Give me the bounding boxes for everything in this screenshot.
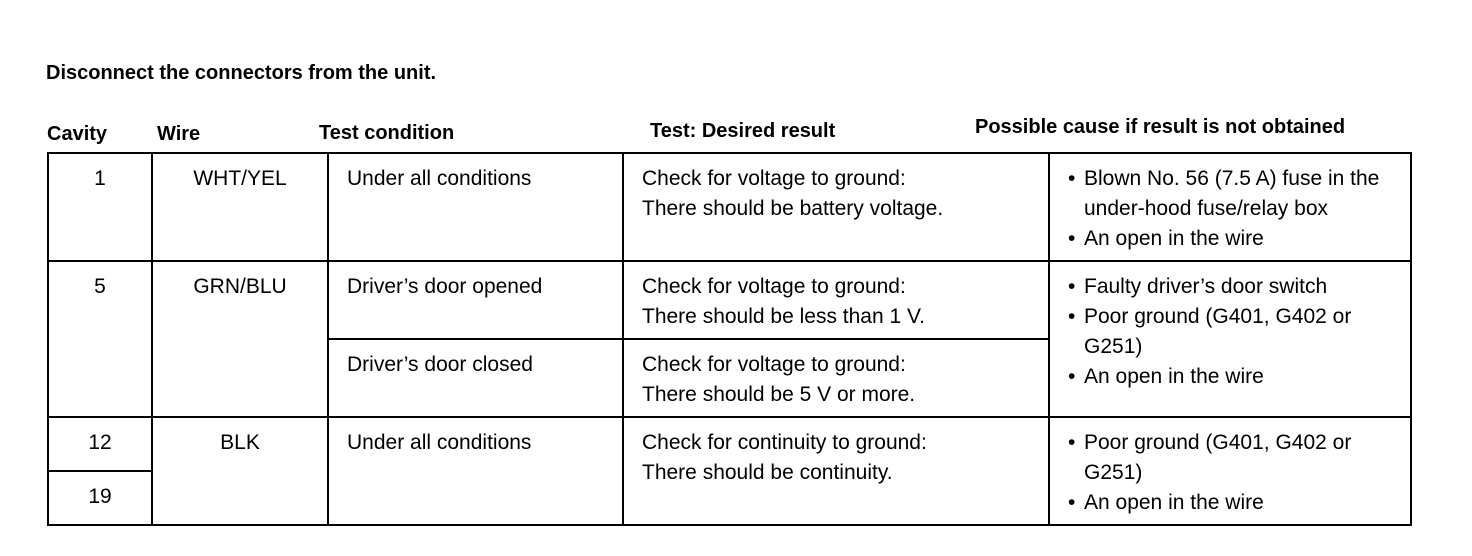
condition-cell: Driver’s door closed <box>328 339 623 417</box>
cavity-cell: 5 <box>48 261 152 417</box>
cavity-cell: 1 <box>48 153 152 261</box>
header-desired-result: Test: Desired result <box>650 120 836 142</box>
result-line: Check for voltage to ground: <box>642 353 906 376</box>
header-test-condition: Test condition <box>319 122 455 144</box>
instruction-text: Disconnect the connectors from the unit. <box>46 62 437 84</box>
result-cell <box>623 261 1049 339</box>
cavity-cell: 19 <box>48 471 152 525</box>
result-line: Check for voltage to ground: <box>642 167 906 190</box>
condition-cell: Under all conditions <box>328 153 623 261</box>
wire-cell: BLK <box>152 417 328 525</box>
cause-item: • An open in the wire <box>1068 488 1392 518</box>
condition-cell: Under all conditions <box>328 417 623 525</box>
cause-item: • Faulty driver’s door switch <box>1068 272 1392 302</box>
result-cell <box>623 153 1049 261</box>
result-line: Check for voltage to ground: <box>642 275 906 298</box>
table-row <box>48 153 1411 261</box>
cause-item <box>1068 164 1392 224</box>
result-line: There should be battery voltage. <box>642 197 944 220</box>
cause-item <box>1068 224 1392 254</box>
header-cavity: Cavity <box>47 123 108 145</box>
table-row <box>48 261 1411 339</box>
cause-cell <box>1049 153 1411 261</box>
wire-cell: GRN/BLU <box>152 261 328 417</box>
cause-item: • Poor ground (G401, G402 or G251) <box>1068 428 1392 488</box>
cause-line: • An open in the wire <box>1084 227 1264 250</box>
result-cell <box>623 339 1049 417</box>
cause-cell <box>1049 417 1411 525</box>
result-line: There should be continuity. <box>642 461 893 484</box>
cause-item: • Poor ground (G401, G402 or G251) <box>1068 302 1392 362</box>
result-line: There should be 5 V or more. <box>642 383 916 406</box>
condition-cell: Driver’s door opened <box>328 261 623 339</box>
result-line: There should be less than 1 V. <box>642 305 925 328</box>
wire-cell: WHT/YEL <box>152 153 328 261</box>
cause-line: under-hood fuse/relay box <box>1084 197 1328 220</box>
result-line: Check for continuity to ground: <box>642 431 927 454</box>
header-possible-cause: Possible cause if result is not obtained <box>975 116 1346 138</box>
cause-line: • Blown No. 56 (7.5 A) fuse in the <box>1084 167 1380 190</box>
cause-item: • An open in the wire <box>1068 362 1392 392</box>
result-cell <box>623 417 1049 525</box>
cavity-cell: 12 <box>48 417 152 471</box>
troubleshooting-table <box>47 152 1412 526</box>
cause-cell <box>1049 261 1411 417</box>
header-wire: Wire <box>157 123 201 145</box>
table-row <box>48 417 1411 471</box>
